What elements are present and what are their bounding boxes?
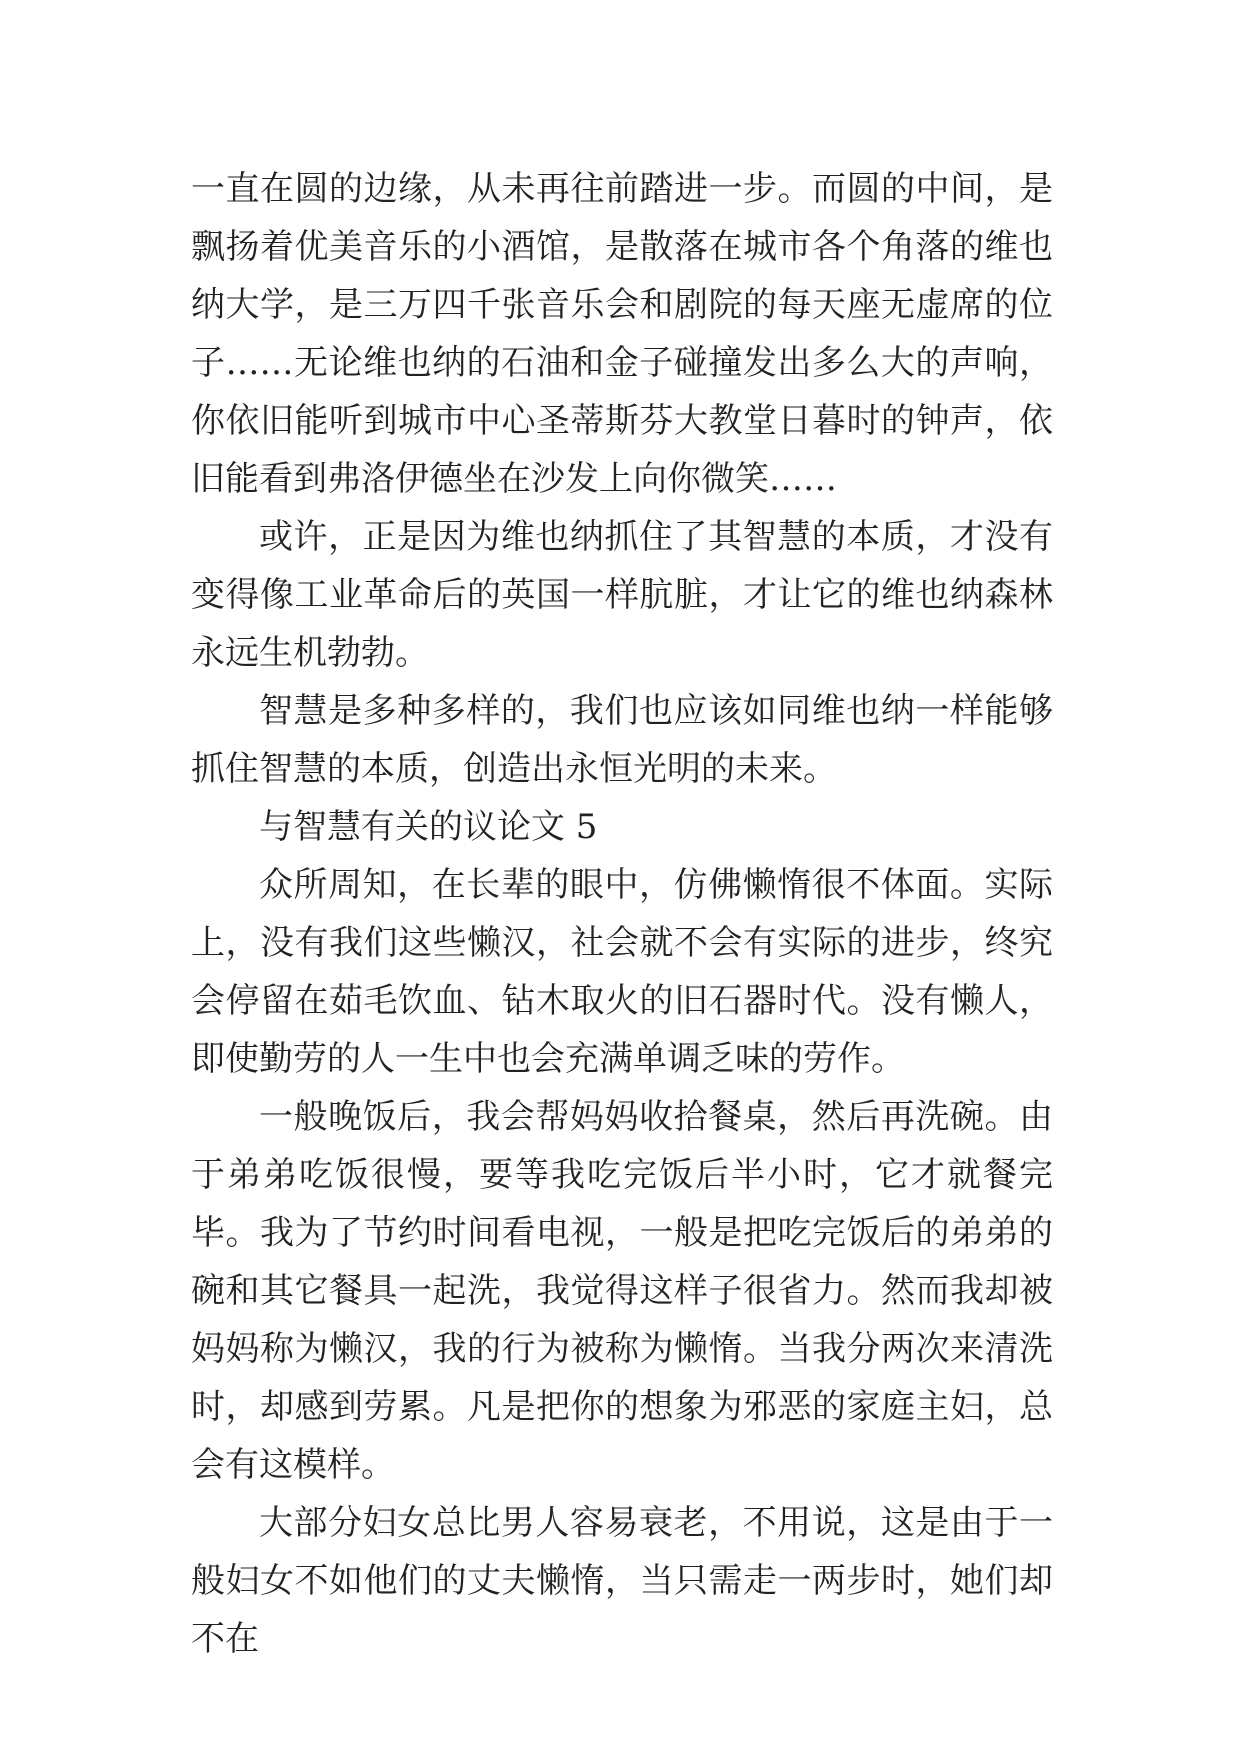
- document-body: [191, 160, 1053, 1668]
- paragraph: 一般晚饭后，我会帮妈妈收拾餐桌，然后再洗碗。由于弟弟吃饭很慢，要等我吃完饭后半小时，它才就餐完毕。我为了节约时间看电视，一般是把吃完饭后的弟弟的碗和其它餐具一起洗，我觉得这样子很省力。然而我却被妈妈称为懒汉，我的行为被称为懒惰。当我分两次来清洗时，却感到劳累。凡是把你的想象为邪恶的家庭主妇，总会有这模样。: [191, 1097, 1053, 1485]
- paragraph: 或许，正是因为维也纳抓住了其智慧的本质，才没有变得像工业革命后的英国一样肮脏，才让它的维也纳森林永远生机勃勃。: [191, 517, 1053, 673]
- paragraph: 智慧是多种多样的，我们也应该如同维也纳一样能够抓住智慧的本质，创造出永恒光明的未来。: [191, 691, 1053, 789]
- section-heading: 与智慧有关的议论文 5: [259, 807, 598, 847]
- paragraph: 众所周知，在长辈的眼中，仿佛懒惰很不体面。实际上，没有我们这些懒汉，社会就不会有实际的进步，终究会停留在茹毛饮血、钻木取火的旧石器时代。没有懒人，即使勤劳的人一生中也会充满单调乏味的劳作。: [191, 865, 1053, 1079]
- paragraph-continuation: 一直在圆的边缘，从未再往前踏进一步。而圆的中间，是飘扬着优美音乐的小酒馆，是散落在城市各个角落的维也纳大学，是三万四千张音乐会和剧院的每天座无虚席的位子……无论维也纳的石油和金子碰撞发出多么大的声响，你依旧能听到城市中心圣蒂斯芬大教堂日暮时的钟声，依旧能看到弗洛伊德坐在沙发上向你微笑……: [191, 169, 1053, 499]
- paragraph: 大部分妇女总比男人容易衰老，不用说，这是由于一般妇女不如他们的丈夫懒惰，当只需走一两步时，她们却不在: [191, 1503, 1053, 1659]
